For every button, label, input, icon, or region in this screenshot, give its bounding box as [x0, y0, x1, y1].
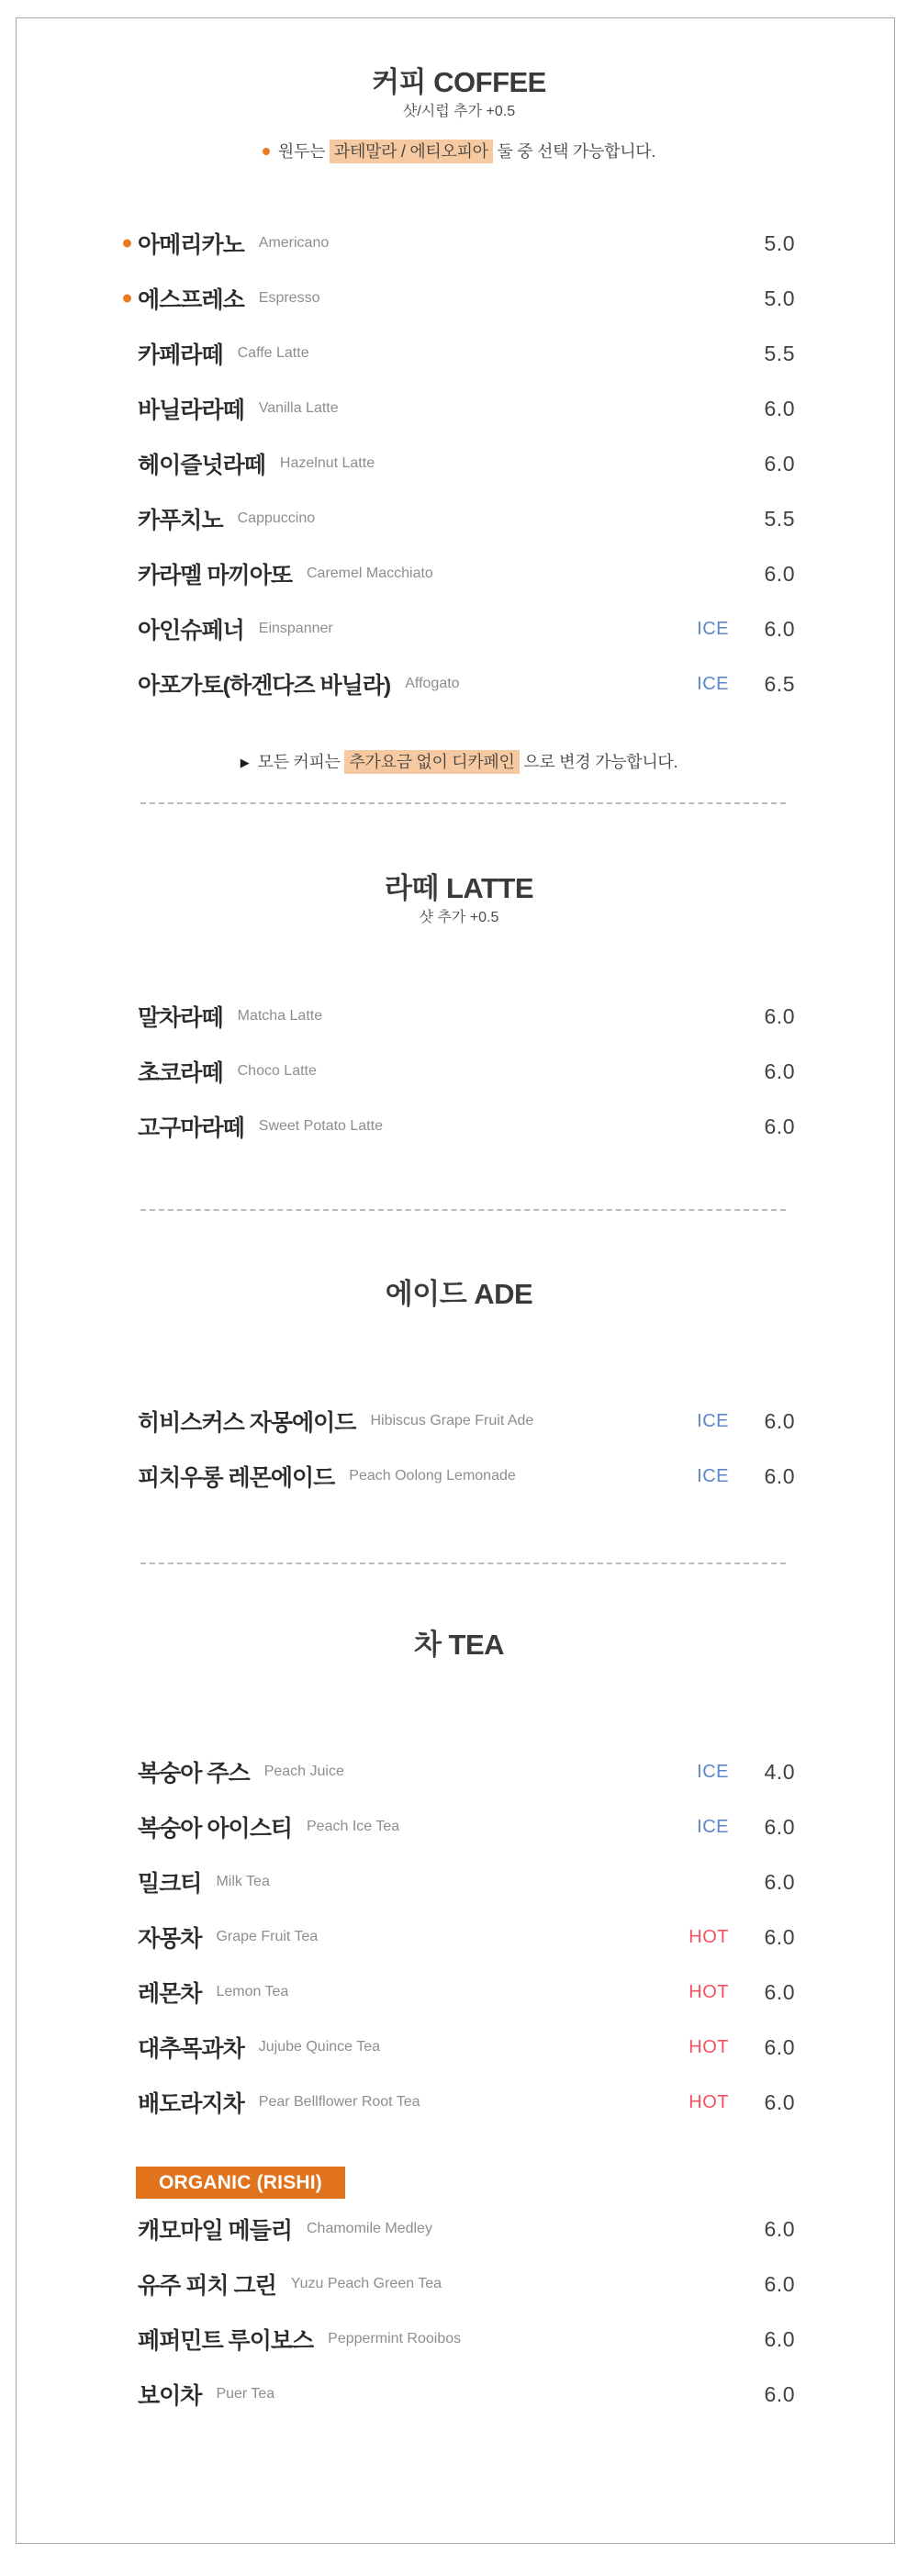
menu-item-row [0, 381, 918, 436]
item-name-korean: 카푸치노 [138, 508, 223, 533]
item-price: 5.0 [764, 286, 795, 310]
decaf-note [0, 750, 918, 775]
menu-item-row [0, 1394, 918, 1449]
menu-item-row [0, 1449, 918, 1504]
latte-items [0, 989, 918, 1154]
item-price: 6.0 [764, 1114, 795, 1138]
menu-item-row [0, 1099, 918, 1154]
item-name-korean: 유주 피치 그린 [138, 2273, 276, 2299]
item-price: 6.0 [764, 1003, 795, 1028]
item-price: 6.0 [764, 561, 795, 586]
ade-items [0, 1394, 918, 1504]
item-price: 6.5 [764, 671, 795, 696]
item-name-korean: 카라멜 마끼아또 [138, 563, 292, 588]
item-name-korean: 밀크티 [138, 1871, 202, 1897]
item-name-korean: 피치우롱 레몬에이드 [138, 1465, 335, 1491]
item-name-korean: 대추목과차 [138, 2036, 244, 2062]
menu-item-row [0, 1910, 918, 1965]
item-name-korean: 보이차 [138, 2383, 202, 2409]
item-name-korean: 말차라떼 [138, 1005, 223, 1031]
orange-bullet-icon [123, 240, 131, 248]
orange-bullet-icon [123, 295, 131, 303]
menu-item-row [0, 2201, 918, 2257]
item-name-korean: 아포가토(하겐다즈 바닐라) [138, 673, 391, 699]
item-price: 6.0 [764, 616, 795, 641]
section-subtitle-latte: 샷 추가 +0.5 [419, 910, 499, 925]
item-name-english: Hazelnut Latte [279, 455, 375, 471]
item-name-korean: 레몬차 [138, 1981, 202, 2007]
menu-item-row [0, 989, 918, 1044]
item-price: 6.0 [764, 1924, 795, 1949]
note-text-post: 으로 변경 가능합니다. [519, 753, 678, 771]
menu-item-row [0, 1799, 918, 1854]
menu-item-row [0, 1965, 918, 2020]
menu-item-row [0, 2020, 918, 2075]
item-name-english: Espresso [258, 290, 320, 306]
item-name-korean: 자몽차 [138, 1926, 202, 1952]
item-name-english: Caffe Latte [237, 345, 309, 361]
item-price: 6.0 [764, 2216, 795, 2241]
item-price: 5.5 [764, 341, 795, 365]
item-name-korean: 복숭아 아이스티 [138, 1816, 292, 1842]
item-name-korean: 헤이즐넛라떼 [138, 453, 265, 478]
menu-item-row [0, 601, 918, 656]
menu-item-row [0, 546, 918, 601]
item-name-english: Peach Ice Tea [307, 1819, 400, 1834]
item-price: 6.0 [764, 451, 795, 476]
menu-item-row [0, 2312, 918, 2367]
menu-item-row [0, 436, 918, 491]
item-name-english: Caremel Macchiato [307, 566, 433, 581]
item-price: 5.5 [764, 506, 795, 531]
tea-items [0, 1744, 918, 2130]
item-price: 6.0 [764, 1979, 795, 2004]
menu-item-row [0, 326, 918, 381]
item-name-korean: 에스프레소 [138, 287, 244, 313]
note-text-pre: 모든 커피는 [257, 753, 345, 771]
temperature-label: HOT [688, 2091, 729, 2112]
menu-item-row [0, 2367, 918, 2422]
item-price: 6.0 [764, 2034, 795, 2059]
item-name-english: Peach Juice [263, 1764, 344, 1779]
item-name-english: Peppermint Rooibos [328, 2331, 462, 2346]
menu-item-row [0, 2257, 918, 2312]
menu-item-row [0, 271, 918, 326]
item-name-korean: 고구마라떼 [138, 1115, 244, 1141]
item-name-english: Americano [258, 235, 330, 251]
item-name-english: Milk Tea [216, 1874, 270, 1889]
item-name-english: Puer Tea [216, 2386, 275, 2402]
temperature-label: ICE [697, 1410, 729, 1431]
menu-item-row [0, 2075, 918, 2130]
temperature-label: HOT [688, 1981, 729, 2002]
item-name-english: Choco Latte [237, 1063, 317, 1079]
section-divider [140, 802, 786, 804]
item-name-korean: 카페라떼 [138, 342, 223, 368]
item-price: 6.0 [764, 1408, 795, 1433]
section-divider [140, 1562, 786, 1564]
note-text-pre: 원두는 [277, 142, 330, 161]
coffee-bean-note [0, 140, 918, 163]
item-name-english: Grape Fruit Tea [216, 1929, 319, 1944]
temperature-label: ICE [697, 618, 729, 639]
item-name-english: Matcha Latte [237, 1008, 323, 1024]
item-name-korean: 아인슈페너 [138, 618, 244, 644]
item-name-korean: 아메리카노 [138, 232, 244, 258]
item-price: 5.0 [764, 230, 795, 255]
item-name-english: Affogato [405, 676, 460, 691]
menu-item-row [0, 1044, 918, 1099]
item-price: 6.0 [764, 2326, 795, 2351]
item-price: 4.0 [764, 1759, 795, 1784]
organic-tea-items [0, 2201, 918, 2422]
item-name-korean: 히비스커스 자몽에이드 [138, 1410, 356, 1436]
item-price: 6.0 [764, 1058, 795, 1083]
item-name-korean: 초코라떼 [138, 1060, 223, 1086]
item-name-english: Hibiscus Grape Fruit Ade [370, 1413, 534, 1428]
temperature-label: ICE [697, 673, 729, 694]
temperature-label: ICE [697, 1761, 729, 1782]
note-text-post: 둘 중 선택 가능합니다. [492, 142, 656, 161]
item-name-korean: 바닐라라떼 [138, 398, 244, 423]
item-name-english: Peach Oolong Lemonade [349, 1468, 516, 1484]
item-name-english: Chamomile Medley [307, 2221, 432, 2236]
section-title-latte: 라떼 LATTE [384, 872, 534, 904]
triangle-arrow-icon: ▶ [240, 756, 250, 769]
item-name-english: Vanilla Latte [258, 400, 339, 416]
item-price: 6.0 [764, 2089, 795, 2114]
item-price: 6.0 [764, 1814, 795, 1839]
item-price: 6.0 [764, 2271, 795, 2296]
item-price: 6.0 [764, 2381, 795, 2406]
menu-item-row [0, 656, 918, 711]
section-divider [140, 1209, 786, 1211]
orange-bullet-icon [263, 148, 270, 155]
section-subtitle-coffee: 샷/시럽 추가 +0.5 [402, 104, 516, 119]
item-name-english: Lemon Tea [216, 1984, 289, 1999]
menu-item-row [0, 216, 918, 271]
item-name-korean: 배도라지차 [138, 2091, 244, 2117]
item-price: 6.0 [764, 396, 795, 420]
section-title-tea: 차 TEA [413, 1629, 505, 1661]
item-price: 6.0 [764, 1869, 795, 1894]
menu-item-row [0, 1744, 918, 1799]
item-name-english: Einspanner [258, 621, 333, 636]
note-highlight: 추가요금 없이 디카페인 [344, 750, 519, 774]
temperature-label: ICE [697, 1465, 729, 1486]
item-name-english: Jujube Quince Tea [258, 2039, 381, 2055]
organic-rishi-badge: ORGANIC (RISHI) [136, 2167, 345, 2199]
temperature-label: ICE [697, 1816, 729, 1837]
menu-item-row [0, 491, 918, 546]
coffee-items [0, 216, 918, 711]
section-title-coffee: 커피 COFFEE [372, 66, 546, 98]
temperature-label: HOT [688, 2036, 729, 2057]
item-name-korean: 페퍼민트 루이보스 [138, 2328, 314, 2354]
section-title-ade: 에이드 ADE [385, 1278, 533, 1310]
note-highlight: 과테말라 / 에티오피아 [330, 140, 493, 163]
temperature-label: HOT [688, 1926, 729, 1947]
menu-item-row [0, 1854, 918, 1910]
item-name-korean: 복숭아 주스 [138, 1761, 250, 1786]
item-name-english: Pear Bellflower Root Tea [258, 2094, 420, 2110]
item-name-english: Yuzu Peach Green Tea [290, 2276, 442, 2291]
item-price: 6.0 [764, 1463, 795, 1488]
item-name-english: Cappuccino [237, 510, 316, 526]
item-name-korean: 캐모마일 메들리 [138, 2218, 292, 2244]
item-name-english: Sweet Potato Latte [258, 1118, 383, 1134]
